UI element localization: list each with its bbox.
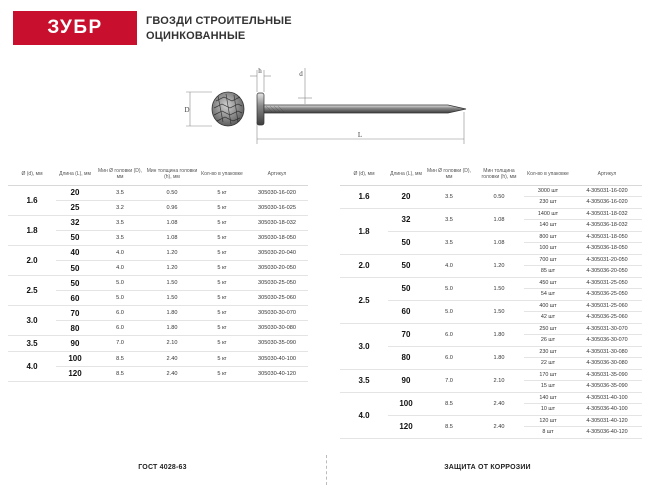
article-cell: 305030-30-070: [246, 306, 308, 321]
length-cell: 50: [388, 277, 424, 300]
head-diameter-cell: 8.5: [424, 415, 474, 438]
pack-cell: 54 шт: [524, 289, 572, 301]
article-cell: 4-305036-18-032: [572, 220, 642, 232]
pack-cell: 120 шт: [524, 415, 572, 427]
length-cell: 90: [388, 369, 424, 392]
brand-logo-text: ЗУБР: [47, 17, 103, 38]
table-row: [340, 369, 642, 381]
length-cell: 100: [388, 392, 424, 415]
head-thickness-cell: 0.50: [474, 185, 524, 208]
head-thickness-cell: 1.20: [474, 254, 524, 277]
article-cell: 4-305031-20-050: [572, 254, 642, 266]
diameter-cell: 1.8: [340, 208, 388, 254]
pack-cell: 5 кг: [198, 276, 246, 291]
table-row: [340, 185, 642, 197]
pack-cell: 450 шт: [524, 277, 572, 289]
pack-cell: 230 шт: [524, 197, 572, 209]
pack-cell: 42 шт: [524, 312, 572, 324]
footer-corrosion: ЗАЩИТА ОТ КОРРОЗИИ: [444, 464, 531, 471]
col-head-thickness: Мин толщина головки (h), мм: [146, 163, 198, 185]
col-article: Артикул: [572, 163, 642, 185]
article-cell: 4-305031-30-070: [572, 323, 642, 335]
head-thickness-cell: 1.50: [146, 291, 198, 306]
article-cell: 4-305031-16-020: [572, 185, 642, 197]
pack-cell: 85 шт: [524, 266, 572, 278]
length-cell: 40: [56, 245, 94, 260]
head-thickness-cell: 1.20: [146, 245, 198, 260]
article-cell: 4-305031-18-032: [572, 208, 642, 220]
table-row: [8, 245, 308, 260]
head-diameter-cell: 8.5: [424, 392, 474, 415]
head-thickness-cell: 0.50: [146, 185, 198, 200]
col-article: Артикул: [246, 163, 308, 185]
pack-cell: 5 кг: [198, 351, 246, 366]
pack-cell: 5 кг: [198, 185, 246, 200]
label-L: L: [357, 131, 363, 139]
head-thickness-cell: 1.80: [474, 323, 524, 346]
head-thickness-cell: 1.08: [474, 231, 524, 254]
col-diameter: Ø (d), мм: [8, 163, 56, 185]
col-length: Длина (L), мм: [56, 163, 94, 185]
diameter-cell: 3.0: [8, 306, 56, 336]
table-row: [340, 277, 642, 289]
head-thickness-cell: 2.40: [146, 351, 198, 366]
diameter-cell: 4.0: [8, 351, 56, 381]
pack-cell: 800 шт: [524, 231, 572, 243]
article-cell: 4-305036-30-070: [572, 335, 642, 347]
head-diameter-cell: 3.5: [424, 231, 474, 254]
article-cell: 4-305036-18-050: [572, 243, 642, 255]
label-D: D: [184, 106, 190, 114]
pack-cell: 5 кг: [198, 291, 246, 306]
article-cell: 305030-20-050: [246, 260, 308, 275]
head-diameter-cell: 4.0: [424, 254, 474, 277]
pack-cell: 5 кг: [198, 321, 246, 336]
col-head-diameter: Мин Ø головки (D), мм: [94, 163, 146, 185]
diameter-cell: 3.5: [340, 369, 388, 392]
head-thickness-cell: 1.50: [146, 276, 198, 291]
pack-cell: 26 шт: [524, 335, 572, 347]
diameter-cell: 3.5: [8, 336, 56, 351]
pack-cell: 140 шт: [524, 392, 572, 404]
article-cell: 4-305036-30-080: [572, 358, 642, 370]
pack-cell: 700 шт: [524, 254, 572, 266]
head-diameter-cell: 3.5: [94, 215, 146, 230]
length-cell: 20: [388, 185, 424, 208]
head-thickness-cell: 2.40: [474, 415, 524, 438]
length-cell: 50: [56, 230, 94, 245]
diameter-cell: 2.0: [340, 254, 388, 277]
head-diameter-cell: 3.5: [94, 185, 146, 200]
article-cell: 4-305031-25-060: [572, 300, 642, 312]
table-row: [8, 276, 308, 291]
col-diameter: Ø (d), мм: [340, 163, 388, 185]
length-cell: 70: [56, 306, 94, 321]
diameter-cell: 2.5: [8, 276, 56, 306]
head-thickness-cell: 2.40: [146, 366, 198, 381]
head-diameter-cell: 5.0: [424, 300, 474, 323]
article-cell: 305030-16-020: [246, 185, 308, 200]
pack-cell: 250 шт: [524, 323, 572, 335]
head-diameter-cell: 4.0: [94, 260, 146, 275]
head-thickness-cell: 2.40: [474, 392, 524, 415]
article-cell: 305030-20-040: [246, 245, 308, 260]
head-diameter-cell: 3.5: [424, 185, 474, 208]
article-cell: 4-305031-25-050: [572, 277, 642, 289]
article-cell: 305030-18-050: [246, 230, 308, 245]
length-cell: 25: [56, 200, 94, 215]
col-head-thickness: Мин толщина головки (h), мм: [474, 163, 524, 185]
length-cell: 80: [56, 321, 94, 336]
article-cell: 4-305036-40-120: [572, 427, 642, 439]
table-row: [340, 392, 642, 404]
diameter-cell: 2.0: [8, 245, 56, 275]
head-thickness-cell: 0.96: [146, 200, 198, 215]
diameter-cell: 1.6: [8, 185, 56, 215]
head-diameter-cell: 8.5: [94, 366, 146, 381]
length-cell: 80: [388, 346, 424, 369]
diameter-cell: 2.5: [340, 277, 388, 323]
left-spec-table: [8, 163, 308, 382]
table-row: [8, 215, 308, 230]
pack-cell: 100 шт: [524, 243, 572, 255]
head-diameter-cell: 6.0: [424, 323, 474, 346]
pack-cell: 5 кг: [198, 260, 246, 275]
length-cell: 50: [388, 254, 424, 277]
length-cell: 120: [388, 415, 424, 438]
article-cell: 305030-40-100: [246, 351, 308, 366]
article-cell: 305030-25-050: [246, 276, 308, 291]
pack-cell: 5 кг: [198, 366, 246, 381]
head-thickness-cell: 2.10: [474, 369, 524, 392]
brand-logo: [13, 11, 137, 45]
head-diameter-cell: 5.0: [94, 291, 146, 306]
head-thickness-cell: 1.80: [146, 306, 198, 321]
label-d: d: [299, 70, 303, 78]
head-diameter-cell: 6.0: [424, 346, 474, 369]
length-cell: 90: [56, 336, 94, 351]
length-cell: 60: [388, 300, 424, 323]
article-cell: 305030-35-090: [246, 336, 308, 351]
pack-cell: 5 кг: [198, 230, 246, 245]
article-cell: 4-305031-40-100: [572, 392, 642, 404]
table-row: [8, 351, 308, 366]
col-head-diameter: Мин Ø головки (D), мм: [424, 163, 474, 185]
article-cell: 4-305031-30-080: [572, 346, 642, 358]
head-thickness-cell: 1.08: [146, 230, 198, 245]
length-cell: 50: [388, 231, 424, 254]
head-diameter-cell: 7.0: [94, 336, 146, 351]
diameter-cell: 4.0: [340, 392, 388, 438]
nail-shank: [264, 105, 466, 113]
article-cell: 305030-40-120: [246, 366, 308, 381]
article-cell: 4-305036-35-090: [572, 381, 642, 393]
label-h: h: [258, 67, 262, 75]
table-row: [8, 336, 308, 351]
pack-cell: 22 шт: [524, 358, 572, 370]
head-diameter-cell: 6.0: [94, 321, 146, 336]
col-pack: Кол-во в упаковке: [198, 163, 246, 185]
pack-cell: 400 шт: [524, 300, 572, 312]
article-cell: 305030-30-080: [246, 321, 308, 336]
length-cell: 60: [56, 291, 94, 306]
article-cell: 305030-25-060: [246, 291, 308, 306]
pack-cell: 5 кг: [198, 306, 246, 321]
footer-standard: ГОСТ 4028-63: [138, 464, 187, 471]
pack-cell: 5 кг: [198, 245, 246, 260]
head-diameter-cell: 3.5: [424, 208, 474, 231]
length-cell: 20: [56, 185, 94, 200]
pack-cell: 170 шт: [524, 369, 572, 381]
head-thickness-cell: 1.50: [474, 300, 524, 323]
head-diameter-cell: 7.0: [424, 369, 474, 392]
head-diameter-cell: 5.0: [424, 277, 474, 300]
nail-drawing: [180, 64, 470, 150]
pack-cell: 10 шт: [524, 404, 572, 416]
pack-cell: 230 шт: [524, 346, 572, 358]
article-cell: 4-305036-40-100: [572, 404, 642, 416]
head-diameter-cell: 4.0: [94, 245, 146, 260]
head-thickness-cell: 1.20: [146, 260, 198, 275]
table-row: [8, 306, 308, 321]
length-cell: 50: [56, 260, 94, 275]
article-cell: 4-305031-18-050: [572, 231, 642, 243]
head-thickness-cell: 1.80: [474, 346, 524, 369]
page-title: [146, 14, 292, 44]
article-cell: 4-305036-25-060: [572, 312, 642, 324]
head-diameter-cell: 8.5: [94, 351, 146, 366]
diameter-cell: 3.0: [340, 323, 388, 369]
pack-cell: 3000 шт: [524, 185, 572, 197]
right-spec-table: [340, 163, 642, 439]
table-row: [340, 208, 642, 220]
length-cell: 100: [56, 351, 94, 366]
head-diameter-cell: 3.5: [94, 230, 146, 245]
article-cell: 4-305031-35-090: [572, 369, 642, 381]
length-cell: 120: [56, 366, 94, 381]
article-cell: 305030-16-025: [246, 200, 308, 215]
head-thickness-cell: 1.80: [146, 321, 198, 336]
nail-head-side: [257, 93, 264, 125]
length-cell: 70: [388, 323, 424, 346]
article-cell: 4-305031-40-120: [572, 415, 642, 427]
page-title-line-2: ОЦИНКОВАННЫЕ: [146, 30, 246, 42]
article-cell: 305030-18-032: [246, 215, 308, 230]
table-row: [340, 323, 642, 335]
diameter-cell: 1.8: [8, 215, 56, 245]
article-cell: 4-305036-16-020: [572, 197, 642, 209]
page-title-line-1: ГВОЗДИ СТРОИТЕЛЬНЫЕ: [146, 15, 292, 27]
pack-cell: 5 кг: [198, 215, 246, 230]
pack-cell: 15 шт: [524, 381, 572, 393]
col-pack: Кол-во в упаковке: [524, 163, 572, 185]
head-diameter-cell: 6.0: [94, 306, 146, 321]
article-cell: 4-305036-20-050: [572, 266, 642, 278]
article-cell: 4-305036-25-050: [572, 289, 642, 301]
pack-cell: 8 шт: [524, 427, 572, 439]
table-row: [340, 254, 642, 266]
length-cell: 50: [56, 276, 94, 291]
table-row: [8, 185, 308, 200]
head-thickness-cell: 2.10: [146, 336, 198, 351]
head-thickness-cell: 1.08: [474, 208, 524, 231]
diameter-cell: 1.6: [340, 185, 388, 208]
head-diameter-cell: 5.0: [94, 276, 146, 291]
pack-cell: 5 кг: [198, 200, 246, 215]
pack-cell: 140 шт: [524, 220, 572, 232]
length-cell: 32: [56, 215, 94, 230]
head-diameter-cell: 3.2: [94, 200, 146, 215]
col-length: Длина (L), мм: [388, 163, 424, 185]
pack-cell: 1400 шт: [524, 208, 572, 220]
head-thickness-cell: 1.50: [474, 277, 524, 300]
head-thickness-cell: 1.08: [146, 215, 198, 230]
length-cell: 32: [388, 208, 424, 231]
pack-cell: 5 кг: [198, 336, 246, 351]
